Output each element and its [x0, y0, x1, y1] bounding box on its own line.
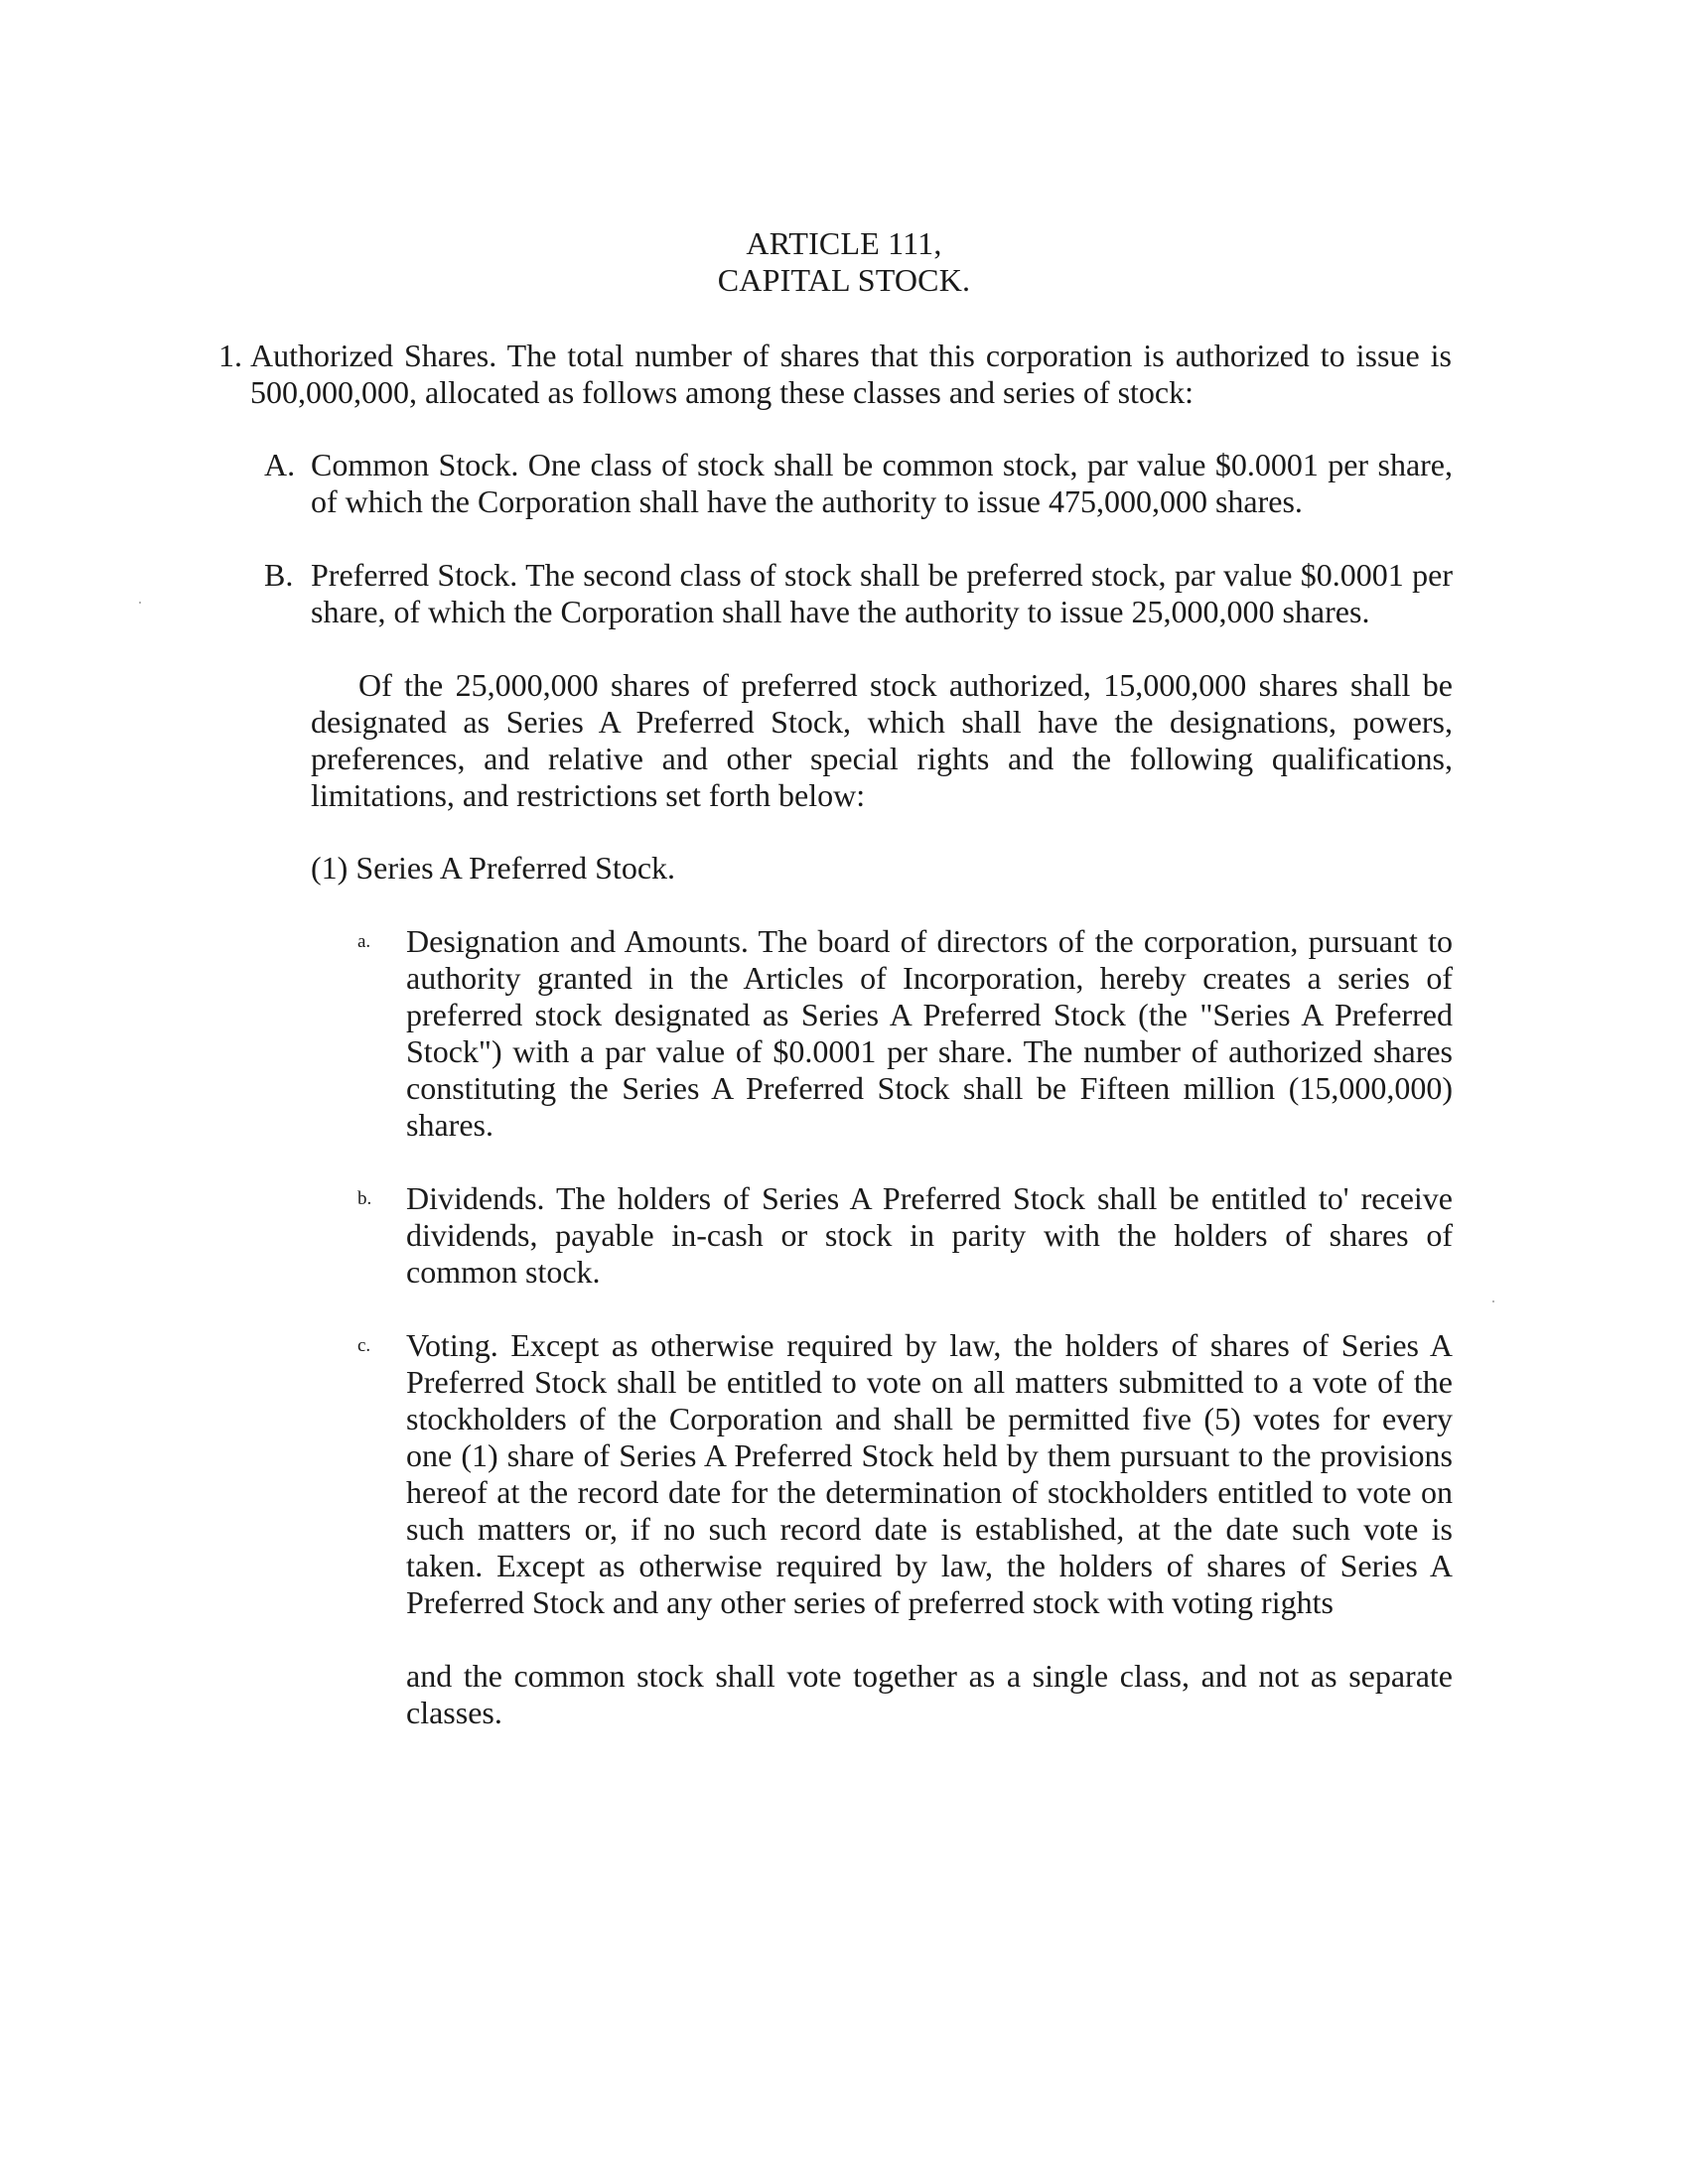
article-title: ARTICLE 111,	[746, 225, 942, 261]
item-a-label: a.	[357, 931, 371, 952]
series-a-heading: (1) Series A Preferred Stock.	[311, 850, 676, 886]
section-1-text: Authorized Shares. The total number of shares that this corporation is authorized to issue is 500,000,000, allocated as follows among these classes and series of stock:	[250, 338, 1452, 410]
item-c-label: c.	[357, 1335, 371, 1356]
article-subtitle: CAPITAL STOCK.	[717, 262, 971, 298]
scan-speck	[1492, 1300, 1494, 1302]
section-a-text: Common Stock. One class of stock shall be common stock, par value $0.0001 per share, of which the Corporation shall have the authority to issue 475,000,000 shares.	[311, 447, 1453, 519]
section-b-label: B.	[264, 557, 294, 593]
item-b-text: Dividends. The holders of Series A Preferred Stock shall be entitled to' receive dividends, payable in-cash or stock in parity with the holders of shares of common stock.	[406, 1180, 1453, 1290]
section-a-label: A.	[264, 447, 296, 482]
item-a-text: Designation and Amounts. The board of directors of the corporation, pursuant to authority granted in the Articles of Incorporation, hereby creates a series of preferred stock designated as Series A Preferred Stock (the "Series A Preferred Stock") with a par value of $0.0001 per share. The number of authorized shares constituting the Series A Preferred Stock shall be Fifteen million (15,000,000) shares.	[406, 923, 1453, 1143]
item-c-text: Voting. Except as otherwise required by law, the holders of shares of Series A Preferred Stock shall be entitled to vote on all matters submitted to a vote of the stockholders of the Corporation and shall be permitted five (5) votes for every one (1) share of Series A Preferred Stock held by them pursuant to the provisions hereof at the record date for the determination of stockholders entitled to vote on such matters or, if no such record date is established, at the date such vote is taken. Except as otherwise required by law, the holders of shares of Series A Preferred Stock and any other series of preferred stock with voting rights	[406, 1327, 1453, 1620]
item-b-label: b.	[357, 1188, 372, 1209]
section-1-number: 1.	[218, 338, 242, 373]
section-b-text: Preferred Stock. The second class of stock shall be preferred stock, par value $0.0001 per share, of which the Corporation shall have the authority to issue 25,000,000 shares.	[311, 557, 1453, 629]
scan-speck	[139, 602, 141, 604]
preferred-stock-paragraph: Of the 25,000,000 shares of preferred stock authorized, 15,000,000 shares shall be designated as Series A Preferred Stock, which shall have the designations, powers, preferences, and relative and other special rights and the following qualifications, limitations, and restrictions set forth below:	[311, 667, 1453, 813]
item-c-continuation: and the common stock shall vote together as a single class, and not as separate classes.	[406, 1658, 1453, 1730]
